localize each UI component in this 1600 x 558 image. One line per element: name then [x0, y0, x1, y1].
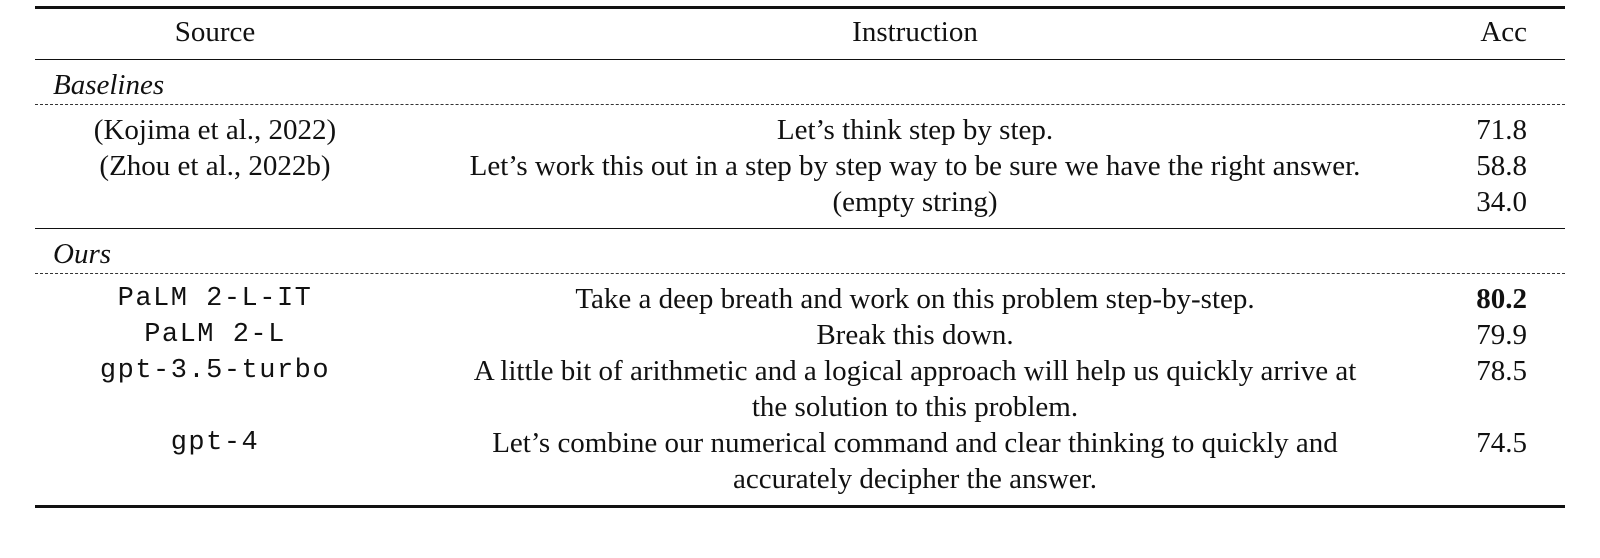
row-instruction: (empty string)	[832, 186, 998, 218]
section-label-baselines: Baselines	[53, 69, 165, 101]
row-instruction-line: A little bit of arithmetic and a logical approach will help us quickly arrive at	[473, 355, 1357, 387]
section-dash-rule	[35, 104, 1565, 105]
row-source: (Kojima et al., 2022)	[93, 114, 337, 146]
row-source: PaLM 2-L	[144, 320, 286, 350]
header-rule	[35, 59, 1565, 60]
row-source: PaLM 2-L-IT	[117, 284, 313, 314]
row-instruction: Break this down.	[816, 319, 1014, 351]
row-instruction: Let’s think step by step.	[776, 114, 1054, 146]
top-rule	[35, 6, 1565, 9]
row-source: gpt-3.5-turbo	[99, 356, 331, 386]
header-acc: Acc	[1480, 16, 1527, 48]
row-acc: 34.0	[1476, 186, 1527, 218]
row-acc: 58.8	[1476, 150, 1527, 182]
row-acc: 79.9	[1476, 319, 1527, 351]
row-acc: 78.5	[1476, 355, 1527, 387]
row-instruction: Take a deep breath and work on this problem step-by-step.	[575, 283, 1255, 315]
row-instruction	[415, 425, 1415, 497]
header-instruction: Instruction	[852, 16, 978, 48]
row-instruction-line: Let’s combine our numerical command and clear thinking to quickly and	[492, 427, 1338, 459]
row-acc: 74.5	[1476, 427, 1527, 459]
row-acc-best: 80.2	[1476, 283, 1527, 315]
section-dash-rule	[35, 273, 1565, 274]
bottom-rule	[35, 505, 1565, 508]
row-acc: 71.8	[1476, 114, 1527, 146]
row-instruction-line: the solution to this problem.	[751, 391, 1079, 423]
header-source: Source	[174, 16, 256, 48]
section-label-ours: Ours	[53, 238, 112, 270]
row-instruction	[415, 353, 1415, 425]
row-instruction-line: accurately decipher the answer.	[733, 463, 1097, 495]
row-source: (Zhou et al., 2022b)	[99, 150, 331, 182]
row-source: gpt-4	[170, 428, 260, 458]
section-rule	[35, 228, 1565, 229]
row-instruction: Let’s work this out in a step by step way to be sure we have the right answer.	[469, 150, 1361, 182]
